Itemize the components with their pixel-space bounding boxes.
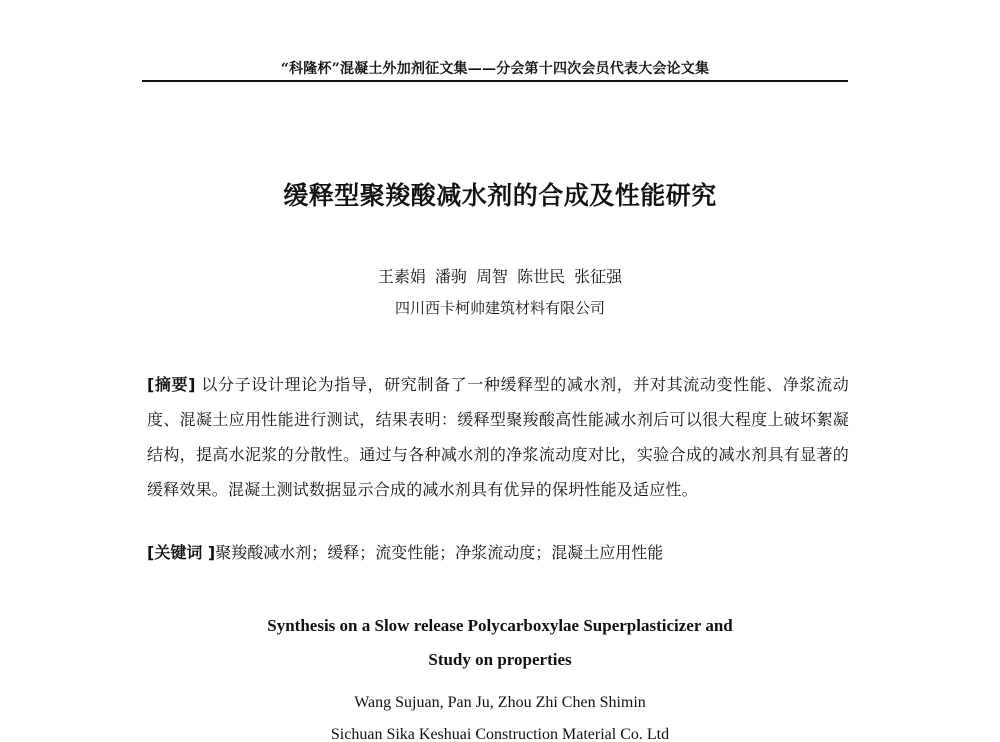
title-en-line2: Study on properties — [428, 650, 572, 669]
authors-cn: 王素娟 潘驹 周智 陈世民 张征强 — [377, 267, 623, 286]
keywords-label: [关键词 ] — [147, 543, 216, 562]
title-en-line1: Synthesis on a Slow release Polycarboxylae Superplasticizer and — [267, 616, 733, 635]
affiliation-cn: 四川西卡柯帅建筑材料有限公司 — [394, 299, 605, 317]
keywords-text: 聚羧酸减水剂；缓释；流变性能；净浆流动度；混凝土应用性能 — [215, 543, 664, 562]
abstract-label: [摘要] — [147, 375, 196, 394]
authors-en: Wang Sujuan, Pan Ju, Zhou Zhi Chen Shimin — [354, 694, 646, 711]
abstract-text: 以分子设计理论为指导，研究制备了一种缓释型的减水剂，并对其流动变性能、净浆流动度、混凝土应用性能进行测试，结果表明：缓释型聚羧酸高性能减水剂后可以很大程度上破坏絮凝结构，提高水泥浆的分散性。通过与各种减水剂的净浆流动度对比，实验合成的减水剂具有显著的缓释效果。混凝土测试数据显示合成的减水剂具有优异的保坍性能及适应性。 — [147, 375, 849, 499]
paper-title-cn: 缓释型聚羧酸减水剂的合成及性能研究 — [283, 181, 717, 210]
keywords-cn — [147, 540, 849, 563]
header-rule — [142, 80, 848, 82]
paper-title-en — [0, 609, 1000, 677]
abstract-cn — [147, 367, 849, 507]
affiliation-en: Sichuan Sika Keshuai Construction Material Co. Ltd — [330, 726, 670, 742]
running-header: “科隆杯”混凝土外加剂征文集——分会第十四次会员代表大会论文集 — [280, 61, 710, 77]
